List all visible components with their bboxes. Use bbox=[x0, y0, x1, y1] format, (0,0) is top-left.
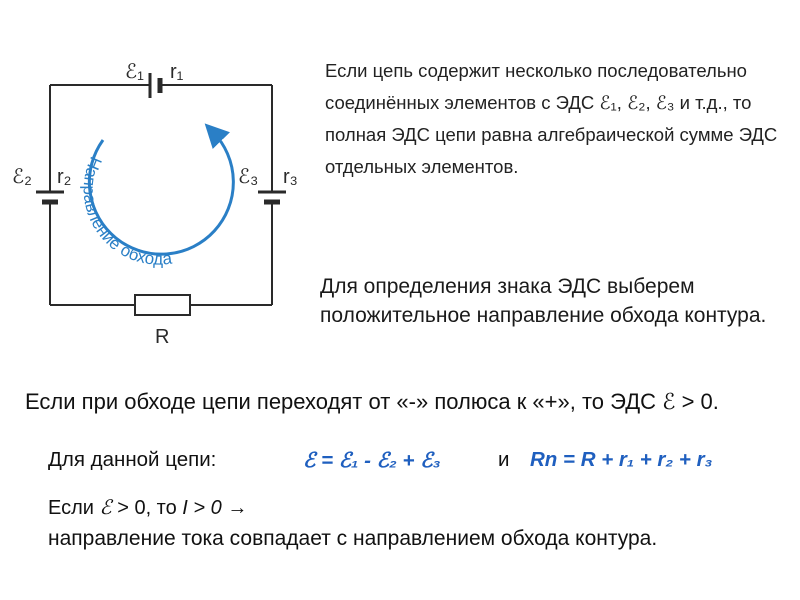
resistor bbox=[135, 295, 190, 315]
formula-conjunction: и bbox=[498, 448, 510, 471]
label-r3: r₃ bbox=[283, 166, 298, 188]
traversal-direction-label: Направление обхода bbox=[79, 154, 174, 269]
label-emf1: ℰ₁ bbox=[125, 61, 144, 83]
label-emf2: ℰ₂ bbox=[12, 166, 32, 188]
formula-row bbox=[48, 448, 788, 478]
emf-sum-formula: ℰ = ℰ₁ - ℰ₂ + ℰ₃ bbox=[303, 449, 441, 472]
formula-label: Для данной цепи: bbox=[48, 448, 217, 471]
paragraph-sign-direction: Для определения знака ЭДС выберем положительное направление обхода контура. bbox=[320, 275, 767, 327]
condition-emf-symbol: ℰ bbox=[99, 497, 112, 519]
resistance-sum-formula: Rn = R + r₁ + r₂ + r₃ bbox=[530, 448, 713, 471]
paragraph-series-emf: Если цепь содержит несколько последовательно соединённых элементов с ЭДС ℰ₁, ℰ₂, ℰ₃ и т.д., то полная ЭДС цепи равна алгебраической сумме ЭДС отдельных элементов. bbox=[325, 60, 778, 177]
paragraph-emf-sign-rule: Если при обходе цепи переходят от «-» полюса к «+», то ЭДС ℰ > 0. bbox=[25, 389, 719, 414]
label-r2: r₂ bbox=[57, 166, 72, 188]
current-direction-conclusion: направление тока совпадает с направлением обхода контура. bbox=[48, 527, 658, 550]
circuit-diagram bbox=[0, 40, 320, 360]
label-r1: r₁ bbox=[170, 61, 184, 83]
condition-text: > 0, то bbox=[117, 497, 177, 519]
label-emf3: ℰ₃ bbox=[238, 166, 259, 188]
arrow-icon: → bbox=[227, 497, 248, 519]
current-condition-line bbox=[48, 495, 788, 520]
condition-prefix: Если bbox=[48, 497, 94, 519]
condition-current: I > 0 bbox=[182, 497, 222, 519]
label-resistor: R bbox=[155, 326, 170, 348]
